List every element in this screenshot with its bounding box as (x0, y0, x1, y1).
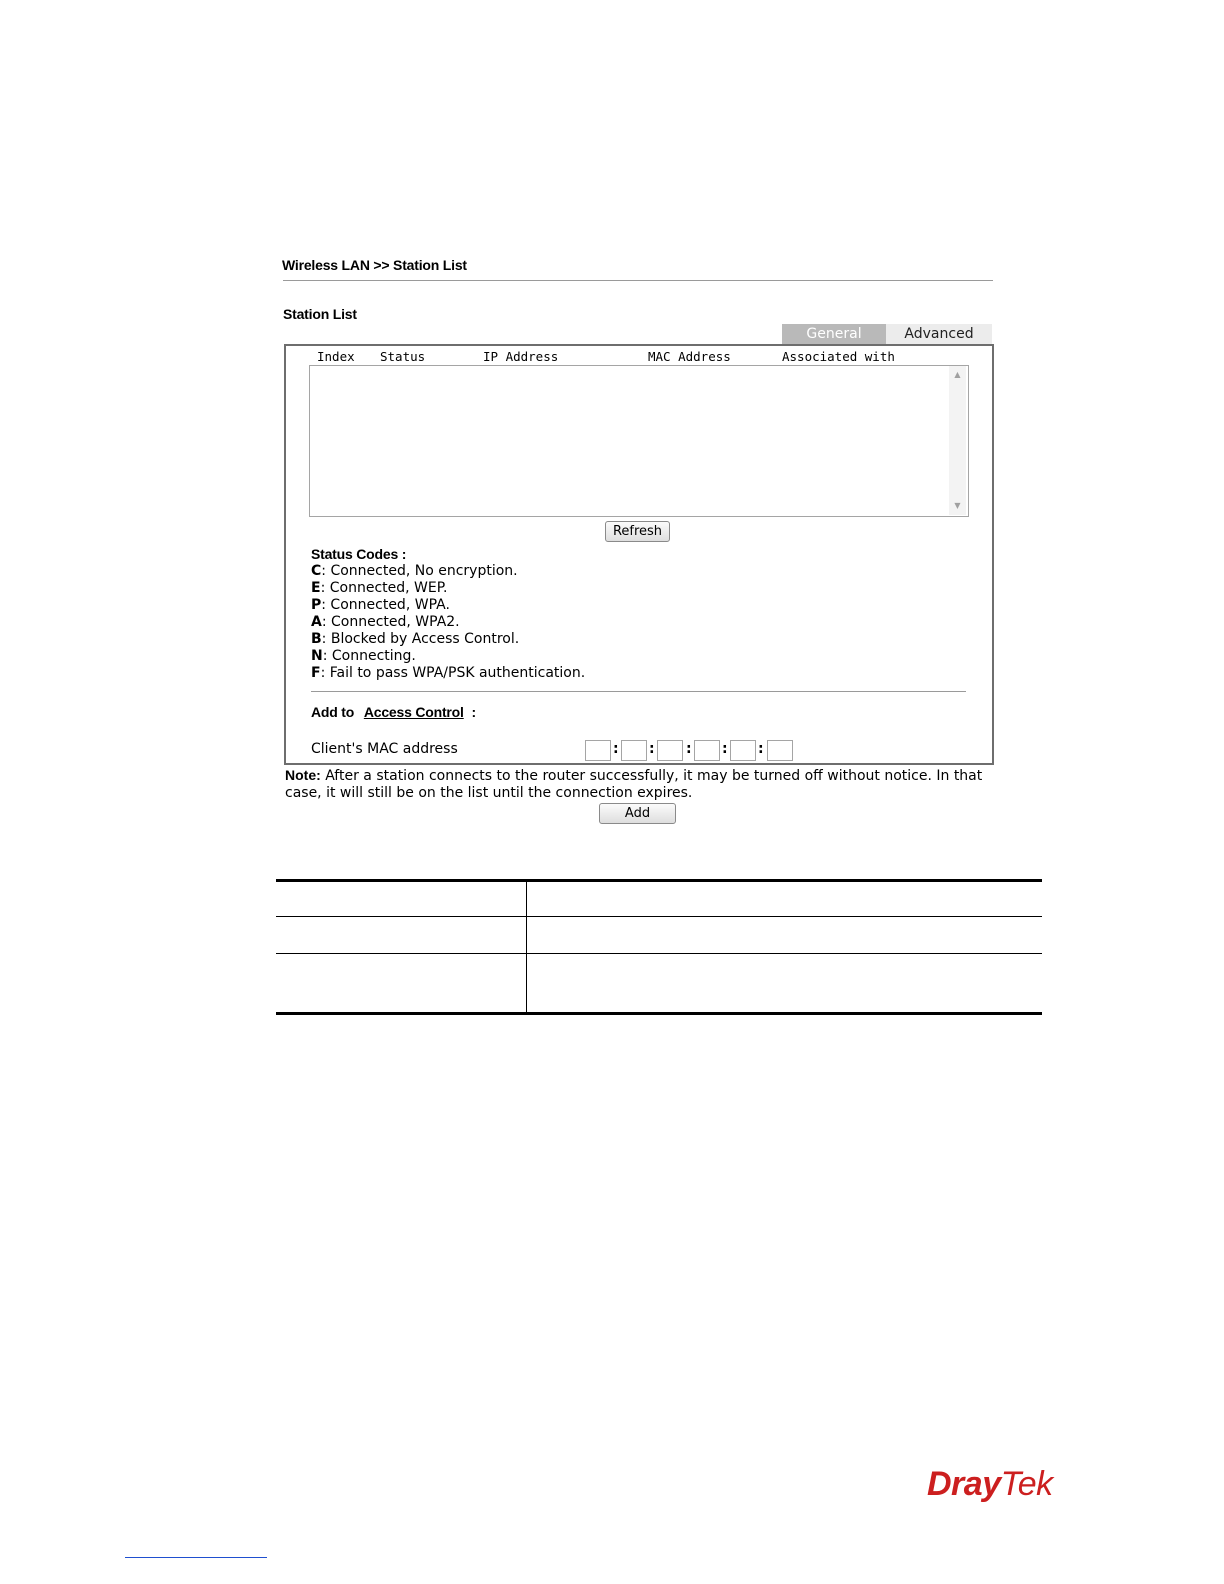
note-body: After a station connects to the router successfully, it may be turned off without notice. In that case, it will still be on the list until the connection expires. (285, 768, 983, 801)
table-top-rule (276, 879, 1042, 882)
status-codes-legend (311, 546, 585, 682)
mac-octet-4-input[interactable] (694, 740, 720, 761)
status-code-text: : Connected, WPA2. (321, 614, 460, 630)
status-code-item (311, 597, 585, 614)
add-to-label: Add to (311, 704, 355, 720)
scroll-down-arrow-icon[interactable]: ▼ (954, 501, 961, 510)
status-code-item (311, 665, 585, 682)
column-header-status: Status (380, 349, 426, 364)
mac-separator: : (686, 741, 692, 757)
status-code-letter: N (311, 648, 323, 664)
station-list-scrollbar[interactable] (949, 366, 966, 515)
status-codes-title: Status Codes : (311, 546, 407, 562)
mac-separator: : (722, 741, 728, 757)
breadcrumb-divider (283, 280, 993, 281)
status-code-letter: F (311, 665, 321, 681)
mac-octet-1-input[interactable] (585, 740, 611, 761)
note-text (285, 767, 995, 802)
mac-separator: : (649, 741, 655, 757)
status-code-item (311, 563, 585, 580)
table-column-divider (526, 880, 527, 1014)
mac-octet-5-input[interactable] (730, 740, 756, 761)
status-code-letter: C (311, 563, 322, 579)
status-code-item (311, 580, 585, 597)
table-row-divider (276, 953, 1042, 954)
access-control-link[interactable]: Access Control (363, 704, 464, 720)
column-header-associated-with: Associated with (782, 349, 895, 364)
status-code-letter: P (311, 597, 322, 613)
logo-part-tek: Tek (1000, 1465, 1053, 1503)
status-code-text: : Connected, WPA. (321, 597, 450, 613)
column-header-index: Index (317, 349, 355, 364)
mac-separator: : (613, 741, 619, 757)
refresh-button[interactable]: Refresh (605, 521, 670, 542)
mac-address-label: Client's MAC address (311, 741, 458, 757)
section-title: Station List (283, 306, 357, 322)
mac-octet-6-input[interactable] (767, 740, 793, 761)
draytek-logo (927, 1465, 1053, 1504)
status-code-text: : Blocked by Access Control. (321, 631, 520, 647)
panel-divider (311, 691, 966, 692)
table-row-divider (276, 916, 1042, 917)
status-code-item (311, 631, 585, 648)
status-code-letter: B (311, 631, 322, 647)
footer-link[interactable] (125, 1557, 267, 1558)
mac-octet-3-input[interactable] (657, 740, 683, 761)
breadcrumb: Wireless LAN >> Station List (282, 257, 467, 273)
add-to-colon: : (471, 704, 476, 720)
tab-general[interactable]: General (782, 324, 886, 344)
status-code-text: : Connected, WEP. (320, 580, 448, 596)
column-header-mac-address: MAC Address (648, 349, 731, 364)
table-bottom-rule (276, 1012, 1042, 1015)
mac-octet-2-input[interactable] (621, 740, 647, 761)
status-code-item (311, 648, 585, 665)
status-code-letter: A (311, 614, 322, 630)
logo-part-dray: Dray (927, 1465, 1001, 1503)
status-code-text: : Fail to pass WPA/PSK authentication. (320, 665, 586, 681)
station-list-box[interactable] (309, 365, 969, 517)
status-code-item (311, 614, 585, 631)
status-code-letter: E (311, 580, 321, 596)
scroll-up-arrow-icon[interactable]: ▲ (954, 370, 961, 379)
column-header-ip-address: IP Address (483, 349, 559, 364)
add-button[interactable]: Add (599, 803, 676, 824)
mac-separator: : (758, 741, 764, 757)
tab-advanced[interactable]: Advanced (886, 324, 992, 344)
note-label: Note: (285, 767, 321, 783)
add-to-access-control-row (311, 704, 476, 720)
status-code-text: : Connecting. (322, 648, 416, 664)
status-code-text: : Connected, No encryption. (321, 563, 518, 579)
